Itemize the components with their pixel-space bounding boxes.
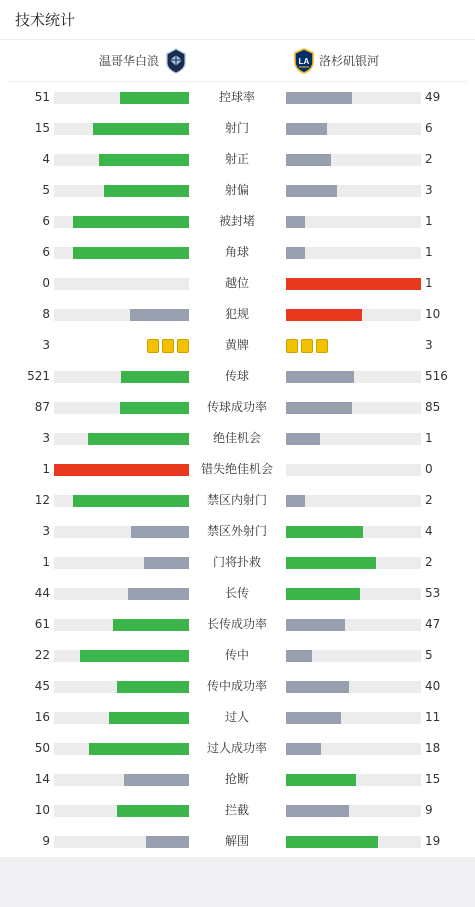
- home-bar-fill: [109, 712, 189, 724]
- home-bar-track: [54, 309, 189, 321]
- away-bar-fill: [286, 650, 312, 662]
- away-value: 15: [425, 772, 441, 786]
- away-value: 5: [425, 648, 433, 662]
- home-value: 3: [42, 431, 50, 445]
- home-bar-fill: [117, 805, 189, 817]
- away-bar-track: [286, 712, 421, 724]
- home-value: 0: [42, 276, 50, 290]
- away-bar-fill: [286, 681, 349, 693]
- home-bar-track: [54, 774, 189, 786]
- home-bar-fill: [117, 681, 189, 693]
- home-value: 12: [34, 493, 50, 507]
- away-bar-track: [286, 185, 421, 197]
- page-title: 技术统计: [15, 11, 76, 29]
- home-bar-track: [54, 557, 189, 569]
- stat-label: 控球率: [218, 90, 255, 104]
- away-bar-fill: [286, 309, 362, 321]
- away-bar-track: [286, 309, 421, 321]
- home-bar-track: [54, 712, 189, 724]
- stat-label: 过人: [224, 710, 249, 724]
- home-value: 3: [42, 338, 50, 352]
- home-bar-track: [54, 743, 189, 755]
- stat-label: 解围: [224, 834, 249, 848]
- away-team[interactable]: [293, 40, 379, 81]
- home-value: 8: [42, 307, 50, 321]
- home-value: 1: [42, 555, 50, 569]
- home-value: 9: [42, 834, 50, 848]
- home-bar-track: [54, 216, 189, 228]
- stat-label: 越位: [224, 276, 249, 290]
- stat-label: 传球: [224, 369, 249, 383]
- yellow-card-icon: [316, 339, 328, 353]
- away-bar-fill: [286, 836, 378, 848]
- home-team-name: 温哥华白浪: [98, 54, 159, 68]
- stat-row: [0, 733, 475, 764]
- stat-row: [0, 826, 475, 857]
- away-bar-track: [286, 123, 421, 135]
- la-galaxy-logo-text: LA: [298, 56, 310, 66]
- away-bar-track: [286, 526, 421, 538]
- stat-label: 过人成功率: [206, 741, 267, 755]
- home-bar-track: [54, 836, 189, 848]
- away-value: 18: [425, 741, 441, 755]
- home-bar-fill: [73, 247, 189, 259]
- away-bar-fill: [286, 123, 327, 135]
- away-bar-track: [286, 619, 421, 631]
- home-bar-track: [54, 681, 189, 693]
- away-bar-track: [286, 495, 421, 507]
- away-value: 0: [425, 462, 433, 476]
- away-bar-fill: [286, 433, 320, 445]
- away-value: 85: [425, 400, 441, 414]
- stat-label: 绝佳机会: [212, 431, 261, 445]
- home-bar-track: [54, 154, 189, 166]
- away-value: 49: [425, 90, 441, 104]
- stat-row: [0, 578, 475, 609]
- home-bar-fill: [93, 123, 189, 135]
- home-bar-fill: [73, 216, 189, 228]
- home-bar-track: [54, 619, 189, 631]
- away-bar-fill: [286, 185, 337, 197]
- stat-label: 门将扑救: [212, 555, 261, 569]
- stat-row: [0, 82, 475, 113]
- stat-label: 射门: [224, 121, 249, 135]
- section-header: [0, 0, 475, 40]
- home-value: 45: [34, 679, 50, 693]
- home-cards: [54, 339, 189, 353]
- home-value: 15: [34, 121, 50, 135]
- stat-label: 被封堵: [218, 214, 255, 228]
- away-cards: [286, 339, 421, 353]
- stat-label: 射正: [224, 152, 249, 166]
- away-bar-fill: [286, 495, 305, 507]
- home-bar-fill: [146, 836, 189, 848]
- stat-label: 犯规: [224, 307, 249, 321]
- away-bar-track: [286, 92, 421, 104]
- away-bar-fill: [286, 619, 345, 631]
- stat-label: 拦截: [224, 803, 249, 817]
- stat-row: [0, 485, 475, 516]
- stat-row: [0, 671, 475, 702]
- away-bar-fill: [286, 774, 356, 786]
- away-bar-fill: [286, 154, 331, 166]
- home-bar-fill: [54, 464, 189, 476]
- away-value: 1: [425, 276, 433, 290]
- away-value: 4: [425, 524, 433, 538]
- stat-row: [0, 640, 475, 671]
- stat-label: 禁区内射门: [206, 493, 267, 507]
- away-bar-track: [286, 805, 421, 817]
- away-bar-fill: [286, 743, 321, 755]
- home-bar-track: [54, 371, 189, 383]
- away-bar-track: [286, 278, 421, 290]
- away-bar-track: [286, 650, 421, 662]
- away-value: 9: [425, 803, 433, 817]
- home-value: 44: [34, 586, 50, 600]
- home-value: 3: [42, 524, 50, 538]
- home-bar-track: [54, 588, 189, 600]
- away-bar-fill: [286, 278, 421, 290]
- home-bar-fill: [88, 433, 189, 445]
- away-bar-track: [286, 743, 421, 755]
- stat-label: 长传成功率: [206, 617, 267, 631]
- stat-row: [0, 113, 475, 144]
- home-bar-fill: [124, 774, 189, 786]
- away-bar-fill: [286, 216, 305, 228]
- teams-header: [8, 40, 467, 82]
- yellow-card-icon: [177, 339, 189, 353]
- away-bar-track: [286, 836, 421, 848]
- away-bar-track: [286, 557, 421, 569]
- away-bar-track: [286, 247, 421, 259]
- home-bar-fill: [120, 92, 189, 104]
- away-value: 40: [425, 679, 441, 693]
- home-value: 50: [34, 741, 50, 755]
- away-bar-track: [286, 433, 421, 445]
- home-value: 10: [34, 803, 50, 817]
- home-bar-track: [54, 123, 189, 135]
- stat-row: [0, 268, 475, 299]
- home-value: 61: [34, 617, 50, 631]
- away-bar-track: [286, 154, 421, 166]
- away-bar-track: [286, 371, 421, 383]
- vancouver-whitecaps-crest-icon: [165, 48, 187, 74]
- away-value: 2: [425, 493, 433, 507]
- stat-row: [0, 547, 475, 578]
- away-value: 10: [425, 307, 441, 321]
- home-bar-fill: [128, 588, 189, 600]
- stat-label: 黄牌: [224, 338, 249, 352]
- stat-row: [0, 361, 475, 392]
- home-bar-track: [54, 278, 189, 290]
- stat-label: 传中: [224, 648, 249, 662]
- home-bar-fill: [73, 495, 189, 507]
- stat-label: 禁区外射门: [206, 524, 267, 538]
- stat-row: [0, 516, 475, 547]
- home-bar-fill: [99, 154, 189, 166]
- away-value: 1: [425, 245, 433, 259]
- home-bar-fill: [104, 185, 189, 197]
- away-bar-fill: [286, 526, 363, 538]
- away-bar-track: [286, 774, 421, 786]
- home-value: 51: [34, 90, 50, 104]
- away-value: 2: [425, 555, 433, 569]
- home-bar-fill: [113, 619, 189, 631]
- home-value: 87: [34, 400, 50, 414]
- home-bar-fill: [89, 743, 189, 755]
- away-value: 1: [425, 214, 433, 228]
- home-value: 521: [27, 369, 50, 383]
- away-bar-fill: [286, 371, 354, 383]
- home-value: 14: [34, 772, 50, 786]
- stat-row: [0, 764, 475, 795]
- home-value: 1: [42, 462, 50, 476]
- away-value: 516: [425, 369, 448, 383]
- home-bar-track: [54, 247, 189, 259]
- away-value: 47: [425, 617, 441, 631]
- away-bar-fill: [286, 92, 352, 104]
- stat-row: [0, 423, 475, 454]
- stat-row: [0, 237, 475, 268]
- home-bar-fill: [144, 557, 189, 569]
- away-bar-fill: [286, 712, 341, 724]
- stat-row: [0, 175, 475, 206]
- home-bar-fill: [130, 309, 189, 321]
- yellow-card-icon: [286, 339, 298, 353]
- home-bar-track: [54, 402, 189, 414]
- stat-label: 长传: [224, 586, 249, 600]
- stat-row: [0, 206, 475, 237]
- home-value: 5: [42, 183, 50, 197]
- stat-label: 角球: [224, 245, 249, 259]
- away-bar-fill: [286, 588, 360, 600]
- stat-row: [0, 392, 475, 423]
- away-value: 11: [425, 710, 441, 724]
- home-bar-track: [54, 526, 189, 538]
- away-bar-fill: [286, 247, 305, 259]
- home-value: 22: [34, 648, 50, 662]
- stat-row: [0, 454, 475, 485]
- la-galaxy-crest-icon: [293, 48, 315, 74]
- stat-row: [0, 702, 475, 733]
- home-value: 16: [34, 710, 50, 724]
- home-bar-fill: [131, 526, 189, 538]
- stat-label: 抢断: [224, 772, 249, 786]
- stat-row: [0, 795, 475, 826]
- stat-row: [0, 144, 475, 175]
- away-value: 53: [425, 586, 441, 600]
- home-bar-track: [54, 185, 189, 197]
- stat-label: 射偏: [224, 183, 249, 197]
- home-bar-fill: [121, 371, 189, 383]
- home-value: 4: [42, 152, 50, 166]
- away-team-name: 洛杉矶银河: [319, 54, 380, 68]
- away-value: 19: [425, 834, 441, 848]
- home-bar-fill: [120, 402, 189, 414]
- away-value: 3: [425, 183, 433, 197]
- away-value: 6: [425, 121, 433, 135]
- stat-label: 传中成功率: [206, 679, 267, 693]
- stat-rows: [0, 82, 475, 857]
- stat-label: 错失绝佳机会: [200, 462, 273, 476]
- home-bar-track: [54, 650, 189, 662]
- home-bar-track: [54, 433, 189, 445]
- home-bar-track: [54, 464, 189, 476]
- away-bar-track: [286, 681, 421, 693]
- away-bar-track: [286, 402, 421, 414]
- home-bar-track: [54, 805, 189, 817]
- stat-label: 传球成功率: [206, 400, 267, 414]
- away-value: 3: [425, 338, 433, 352]
- away-bar-track: [286, 588, 421, 600]
- away-bar-fill: [286, 402, 352, 414]
- away-bar-fill: [286, 805, 349, 817]
- away-bar-fill: [286, 557, 376, 569]
- yellow-card-icon: [162, 339, 174, 353]
- stat-row: [0, 299, 475, 330]
- home-team[interactable]: [99, 40, 187, 81]
- away-value: 2: [425, 152, 433, 166]
- stat-row: [0, 330, 475, 361]
- home-value: 6: [42, 245, 50, 259]
- yellow-card-icon: [301, 339, 313, 353]
- away-bar-track: [286, 216, 421, 228]
- stat-row: [0, 609, 475, 640]
- home-bar-track: [54, 495, 189, 507]
- away-value: 1: [425, 431, 433, 445]
- home-bar-track: [54, 92, 189, 104]
- yellow-card-icon: [147, 339, 159, 353]
- home-bar-fill: [80, 650, 189, 662]
- home-value: 6: [42, 214, 50, 228]
- away-bar-track: [286, 464, 421, 476]
